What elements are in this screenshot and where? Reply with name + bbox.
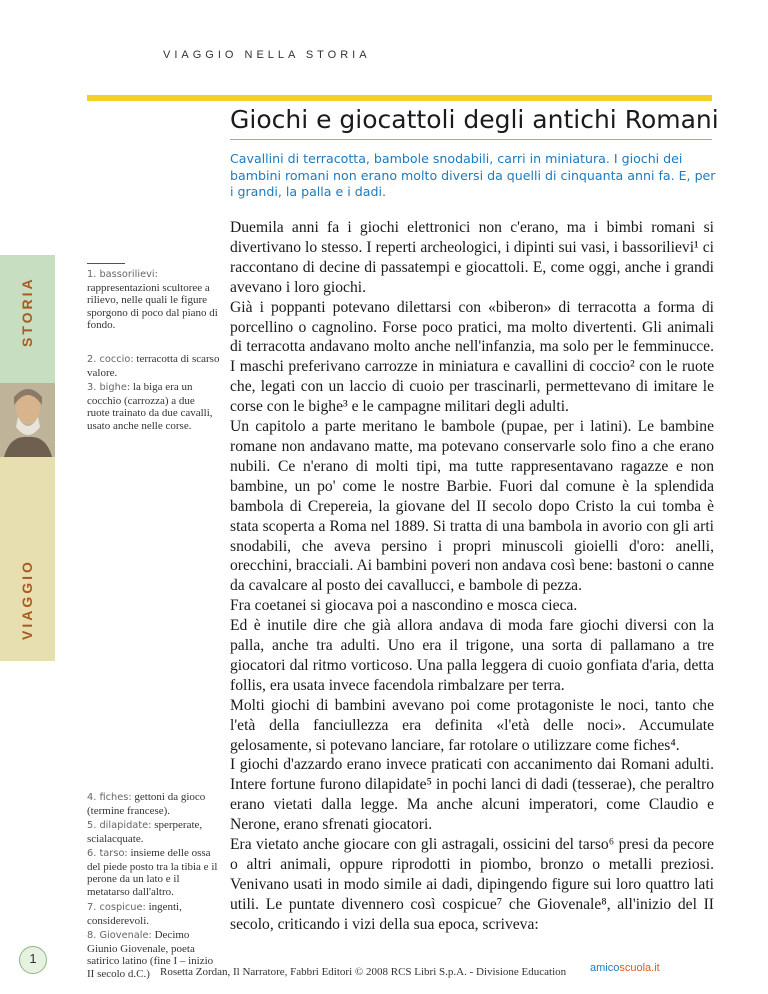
footnote-text: Decimo Giunio Giovenale, poeta satirico latino (fine I – inizio II secolo d.C.) (87, 929, 214, 980)
article-title: Giochi e giocattoli degli antichi Romani (230, 105, 719, 134)
footnote-5 (87, 819, 220, 845)
footer-credit: Rosetta Zordan, Il Narratore, Fabbri Editori © 2008 RCS Libri S.p.A. - Divisione Education (160, 966, 567, 978)
body-paragraph: Già i poppanti potevano dilettarsi con «biberon» di terracotta a forma di porcellino o cagnolino. Forse poco pratici, ma molto divertenti. Gli animali di terracotta andavano molto anche nell'infanzia, ma solo per le femminucce. I maschi preferivano carrozze in miniatura e cavallini di coccio² con le ruote che, legati con un laccio di cuoio per trascinarli, permettevano di imitare le corse con le bighe³ e le campagne militari degli adulti. (230, 298, 714, 416)
body-paragraph: Duemila anni fa i giochi elettronici non c'erano, ma i bimbi romani si divertivano lo stesso. I reperti archeologici, i dipinti sui vasi, i bassorilievi¹ ci raccontano di decine di passatempi e giocattoli. E, come oggi, anche i grandi avevano i loro giochi. (230, 219, 714, 296)
footnote-term: 3. bighe: (87, 382, 131, 393)
footnote-term: 4. fiches: (87, 792, 132, 803)
footnote-term: 5. dilapidate: (87, 820, 152, 831)
footnote-term: 6. tarso: (87, 848, 128, 859)
article-body (230, 218, 714, 935)
footnote-text: la biga era un cocchio (carrozza) a due ruote trainato da due cavalli, usato anche nelle corse. (87, 381, 213, 432)
footnote-term: 1. bassorilievi: (87, 269, 158, 280)
section-header: VIAGGIO NELLA STORIA (163, 49, 371, 61)
sidebar-label-viaggio: VIAGGIO (19, 559, 35, 640)
footnote-term: 8. Giovenale: (87, 930, 152, 941)
body-paragraph: Ed è inutile dire che già allora andava di moda fare giochi diversi con la palla, anche tra adulti. Uno era il trigone, una sorta di pallamano a tre giocatori dal ritmo vorticoso. Una palla leggera di cuoio gonfiata d'aria, detta follis, era usata invece facendola rimbalzare per terra. (230, 617, 714, 694)
body-paragraph: Un capitolo a parte meritano le bambole (pupae, per i latini). Le bambine romane non andavano matte, ma potevano conservarle solo fino a che erano nubili. Ce n'erano di molti tipi, ma tutte rappresentavano ragazze e non bambine, un po' come le nostre Barbie. Fuori dal comune è la splendida bambola di Crepereia, la giovane del II secolo dopo Cristo la cui tomba è stata scoperta a Roma nel 1889. Si tratta di una bambola in avorio con gli arti snodabili, che aveva persino i propri minuscoli gioielli d'oro: anelli, orecchini, bracciali. Ai bambini poveri non andava così bene: bastoni o canne da cavalcare al posto dei cavallucci, e bambole di pezza. (230, 418, 714, 595)
footnote-3 (87, 381, 220, 432)
logo-part-a: amico (590, 962, 620, 974)
title-underline (230, 139, 712, 140)
footnote-6 (87, 847, 220, 898)
portrait-illustration (0, 383, 55, 457)
publisher-logo[interactable] (590, 962, 660, 974)
sidebar-label-storia: STORIA (19, 276, 35, 347)
logo-part-b: scuola.it (619, 962, 660, 974)
section-sidebar (0, 255, 55, 661)
body-paragraph: Molti giochi di bambini avevano poi come protagoniste le noci, tanto che l'età della fanciullezza era definita «l'età delle noci». Accumulate gelosamente, si potevano lanciare, far rotolare o utilizzare come fiches⁴. (230, 696, 714, 754)
article-subtitle: Cavallini di terracotta, bambole snodabili, carri in miniatura. I giochi dei bambini romani non erano molto diversi da quelli di cinquanta anni fa. E, per i grandi, la palla e i dadi. (230, 151, 716, 199)
footnote-term: 7. cospicue: (87, 902, 146, 913)
body-paragraph: Era vietato anche giocare con gli astragali, ossicini del tarso⁶ presi da pecore o altri animali, oppure riprodotti in piombo, bronzo o metalli preziosi. Venivano usati in modo simile ai dadi, dipingendo figure sui loro quattro lati utili. Le puntate divennero così cospicue⁷ che Giovenale⁸, all'inizio del II secolo, criticando i vizi della sua epoca, scriveva: (230, 836, 714, 933)
footnote-text: terracotta di scarso valore. (87, 353, 220, 379)
notes-rule (87, 263, 125, 264)
header-rule (87, 95, 712, 101)
footnote-text: ingenti, considerevoli. (87, 901, 182, 927)
footnote-1 (87, 268, 220, 332)
footnote-7 (87, 901, 220, 927)
footnote-text: gettoni da gioco (termine francese). (87, 791, 206, 817)
page-number-badge (19, 946, 47, 974)
footnote-term: 2. coccio: (87, 354, 134, 365)
footnote-text: sperperate, scialacquate. (87, 819, 203, 845)
footnote-4 (87, 791, 220, 817)
page-number: 1 (29, 951, 37, 966)
body-paragraph: I giochi d'azzardo erano invece praticati con accanimento dai Romani adulti. Intere fortune furono dilapidate⁵ in pochi lanci di dadi (tesserae), che peraltro erano vietati dalla legge. Ma anche alcuni imperatori, come Claudio e Nerone, erano sfrenati giocatori. (230, 756, 714, 834)
footnote-text: rappresentazioni scultoree a rilievo, nelle quali le figure sporgono di poco dal piano di fondo. (87, 281, 218, 332)
footnote-2 (87, 353, 220, 379)
body-paragraph: Fra coetanei si giocava poi a nascondino e mosca cieca. (230, 597, 578, 615)
footnote-text: insieme delle ossa del piede posto tra la tibia e il perone da un lato e il metatarso dall'altro. (87, 847, 218, 898)
